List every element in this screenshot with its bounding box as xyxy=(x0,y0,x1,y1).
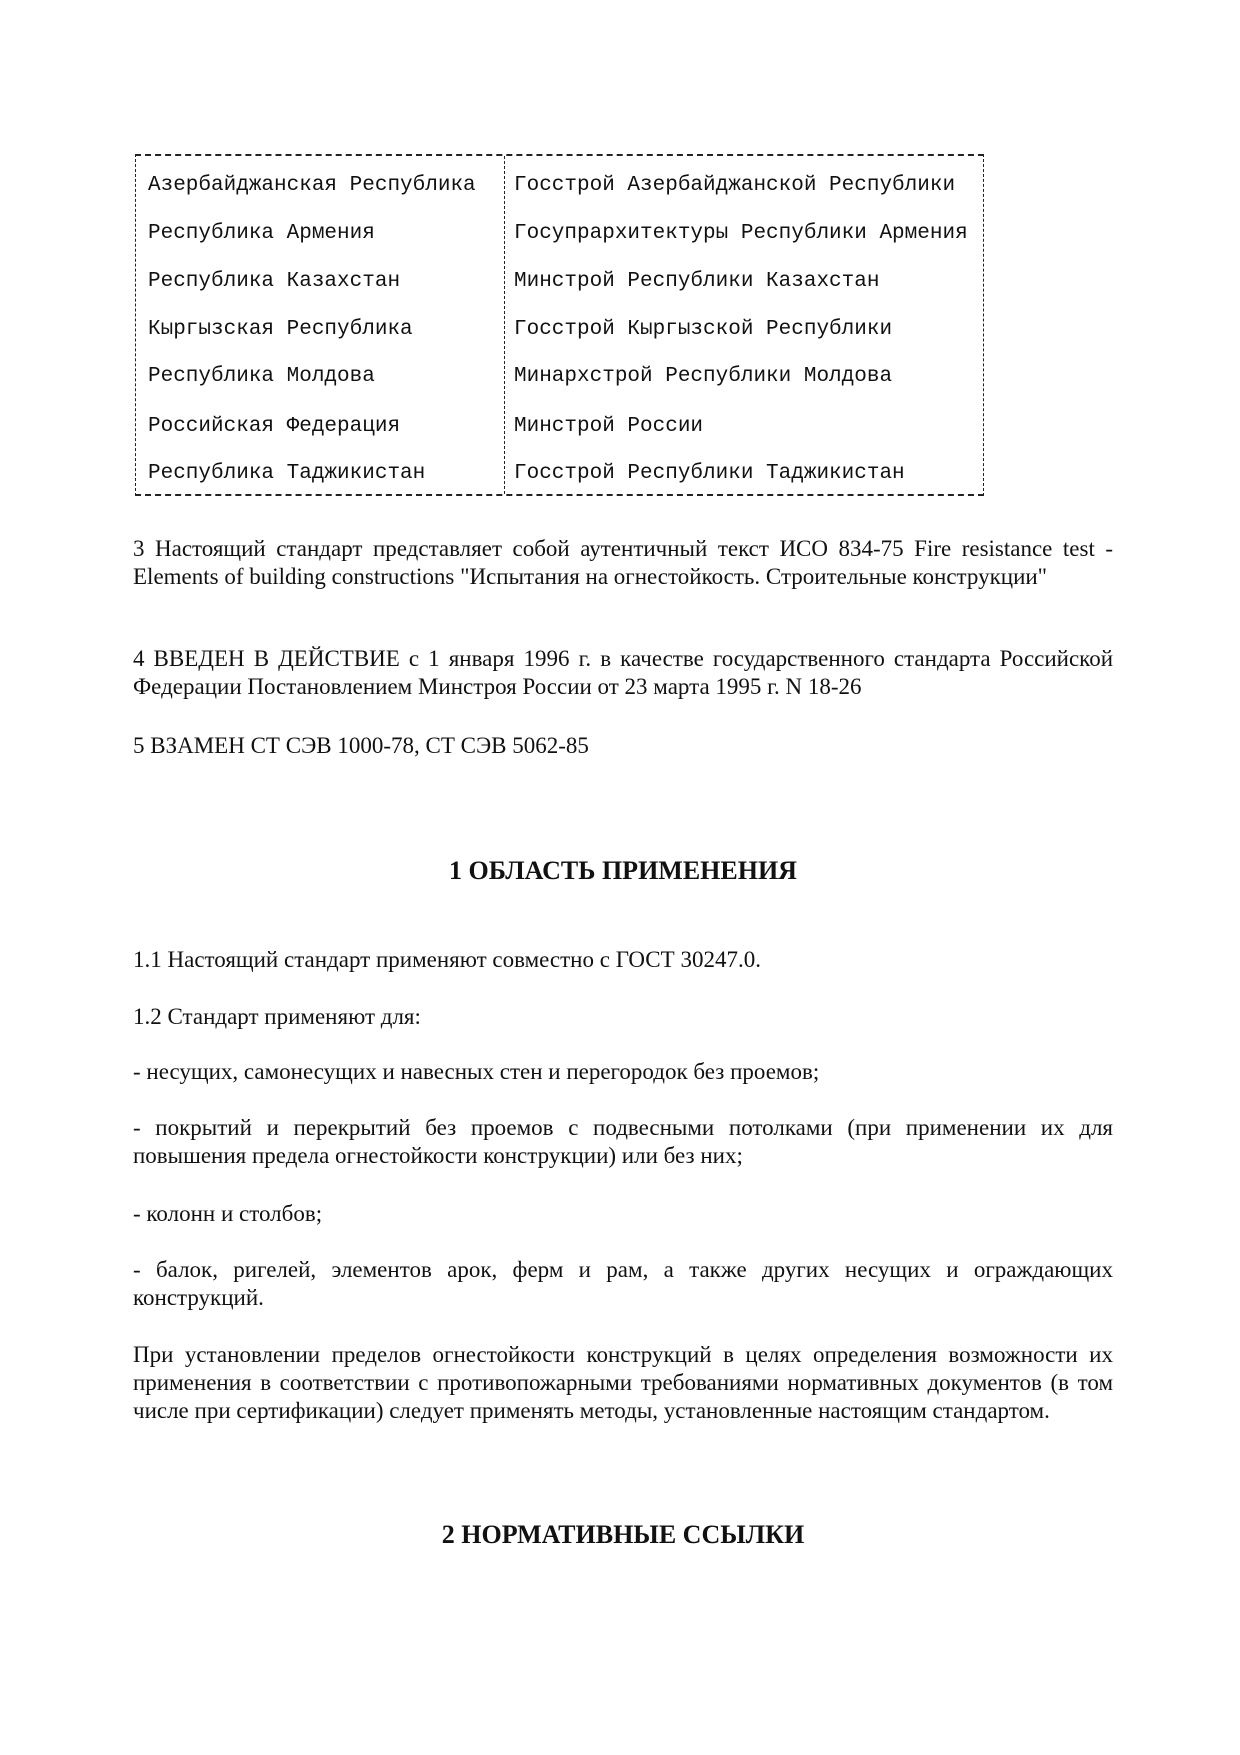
list-item: - балок, ригелей, элементов арок, ферм и рам, а также других несущих и ограждающих конструкций. xyxy=(133,1257,1113,1310)
ascii-table xyxy=(135,154,984,496)
state-cell: Кыргызская Республика xyxy=(148,318,413,341)
body-cell: Госстрой Кыргызской Республики xyxy=(514,318,893,341)
state-cell: Азербайджанская Республика xyxy=(148,174,476,197)
state-cell: Республика Молдова xyxy=(148,365,375,388)
body-cell: Минархстрой Республики Молдова xyxy=(514,365,893,388)
body-cell: Минстрой России xyxy=(514,415,704,438)
table-row xyxy=(136,363,983,391)
body-cell: Госупрархитектуры Республики Армения xyxy=(514,222,968,245)
paragraph-4: 4 ВВЕДЕН В ДЕЙСТВИЕ с 1 января 1996 г. в качестве государственного стандарта Российской Федерации Постановлением Минстроя России от 23 марта 1995 г. N 18-26 xyxy=(133,646,1113,699)
body-cell: Госстрой Республики Таджикистан xyxy=(514,462,905,485)
body-cell: Госстрой Азербайджанской Республики xyxy=(514,174,956,197)
state-cell: Республика Армения xyxy=(148,222,375,245)
state-cell: Российская Федерация xyxy=(148,415,401,438)
scope-note: При установлении пределов огнестойкости конструкций в целях определения возможности их применения в соответствии с противопожарными требованиями нормативных документов (в том числе при сертификации) следует применять методы, установленные настоящим стандартом. xyxy=(133,1342,1113,1423)
paragraph-5: 5 ВЗАМЕН СТ СЭВ 1000-78, СТ СЭВ 5062-85 xyxy=(133,733,589,758)
body-cell: Минстрой Республики Казахстан xyxy=(514,270,880,293)
paragraph-3: 3 Настоящий стандарт представляет собой аутентичный текст ИСО 834-75 Fire resistance test - Elements of building constructions "Испытания на огнестойкость. Строительные конструкции" xyxy=(133,536,1113,589)
list-item: - покрытий и перекрытий без проемов с подвесными потолками (при применении их для повышения предела огнестойкости конструкции) или без них; xyxy=(133,1115,1113,1168)
state-cell: Республика Казахстан xyxy=(148,270,401,293)
table-row xyxy=(136,268,983,296)
table-row xyxy=(136,413,983,441)
list-item: - колонн и столбов; xyxy=(133,1201,323,1226)
table-row xyxy=(136,316,983,344)
paragraph-1-2: 1.2 Стандарт применяют для: xyxy=(133,1004,421,1029)
section-2-heading: 2 НОРМАТИВНЫЕ ССЫЛКИ xyxy=(441,1520,805,1549)
section-1-heading: 1 ОБЛАСТЬ ПРИМЕНЕНИЯ xyxy=(449,856,797,885)
state-cell: Республика Таджикистан xyxy=(148,462,426,485)
table-row xyxy=(136,220,983,248)
list-item: - несущих, самонесущих и навесных стен и перегородок без проемов; xyxy=(133,1059,820,1084)
table-row xyxy=(136,172,983,200)
paragraph-1-1: 1.1 Настоящий стандарт применяют совместно с ГОСТ 30247.0. xyxy=(133,947,761,972)
table-row xyxy=(136,460,983,488)
